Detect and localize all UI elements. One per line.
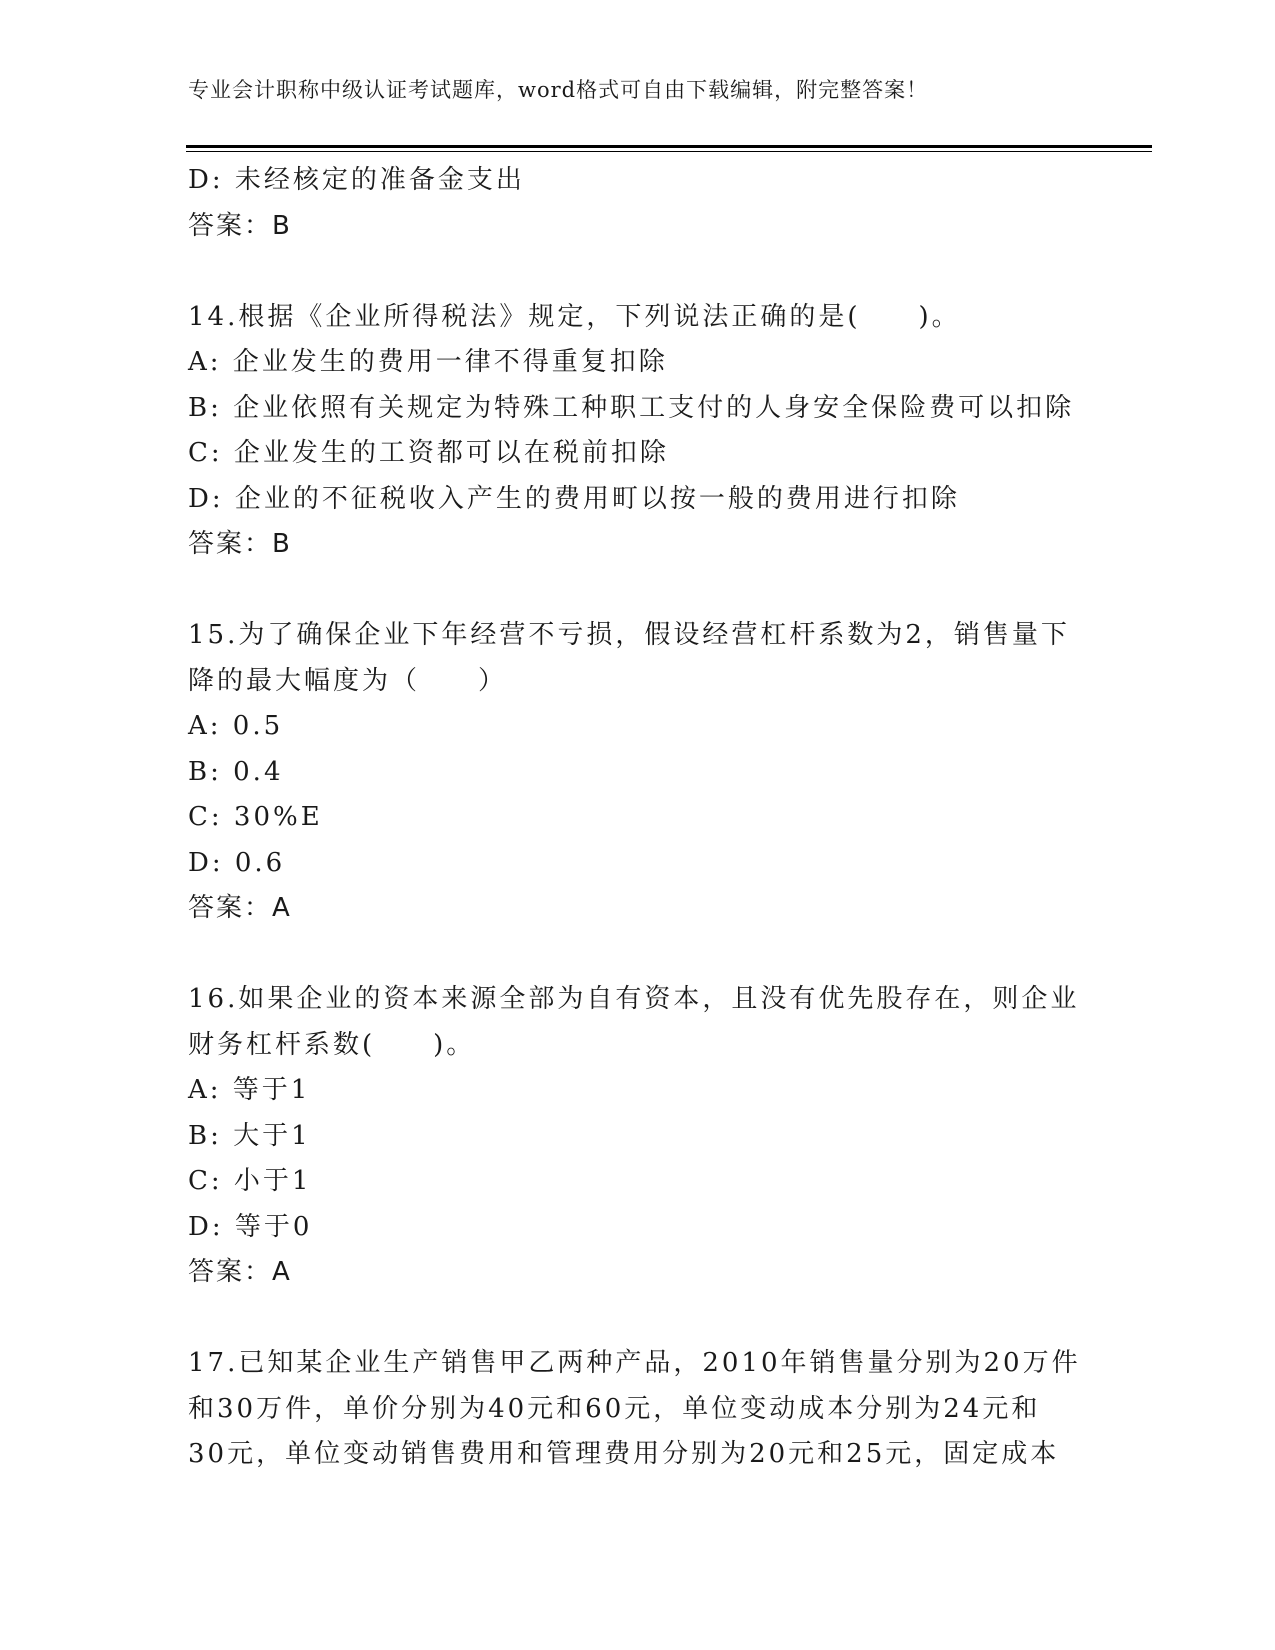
text-line: C: 小于1: [188, 1166, 312, 1196]
text-line: D: 0.6: [188, 847, 286, 878]
text-line: B: 企业依照有关规定为特殊工种职工支付的人身安全保险费可以扣除: [188, 392, 1075, 423]
paragraph-gap: [188, 249, 1088, 295]
page-header: 专业会计职称中级认证考试题库，word格式可自由下载编辑，附完整答案！: [188, 78, 929, 102]
text-line: 财务杠杆系数( )。: [188, 1029, 476, 1060]
paragraph-gap: [188, 932, 1088, 978]
answer-line: 答案：A: [188, 893, 292, 923]
paragraph-gap: [188, 568, 1088, 614]
text-line: D: 等于0: [188, 1211, 313, 1242]
text-line: D: 未经核定的准备金支出: [188, 165, 525, 195]
text-line: B: 大于1: [188, 1120, 311, 1151]
paragraph-gap: [188, 1296, 1088, 1342]
text-line: 16.如果企业的资本来源全部为自有资本，且没有优先股存在，则企业: [188, 984, 1080, 1014]
text-line: 和30万件，单价分别为40元和60元，单位变动成本分别为24元和: [188, 1393, 1041, 1424]
text-line: C: 企业发生的工资都可以在税前扣除: [188, 438, 669, 468]
text-line: A: 等于1: [188, 1075, 311, 1105]
header-rule-thick: [186, 145, 1152, 148]
text-line: A: 0.5: [188, 711, 284, 741]
text-line: 30元，单位变动销售费用和管理费用分别为20元和25元，固定成本: [188, 1439, 1060, 1469]
text-line: A: 企业发生的费用一律不得重复扣除: [188, 347, 668, 377]
text-line: 15.为了确保企业下年经营不亏损，假设经营杠杆系数为2，销售量下: [188, 620, 1070, 650]
text-line: 17.已知某企业生产销售甲乙两种产品，2010年销售量分别为20万件: [188, 1348, 1081, 1378]
answer-line: 答案：B: [188, 529, 292, 559]
text-line: D: 企业的不征税收入产生的费用町以按一般的费用进行扣除: [188, 483, 960, 514]
text-line: 降的最大幅度为（ ）: [188, 665, 508, 696]
text-line: C: 30%E: [188, 802, 323, 832]
answer-line: 答案：A: [188, 1257, 292, 1287]
header-rule-thin: [186, 151, 1152, 152]
text-line: 14.根据《企业所得税法》规定，下列说法正确的是( )。: [188, 301, 961, 332]
text-line: B: 0.4: [188, 756, 284, 787]
document-body: [188, 158, 1088, 1478]
answer-line: 答案：B: [188, 210, 292, 241]
